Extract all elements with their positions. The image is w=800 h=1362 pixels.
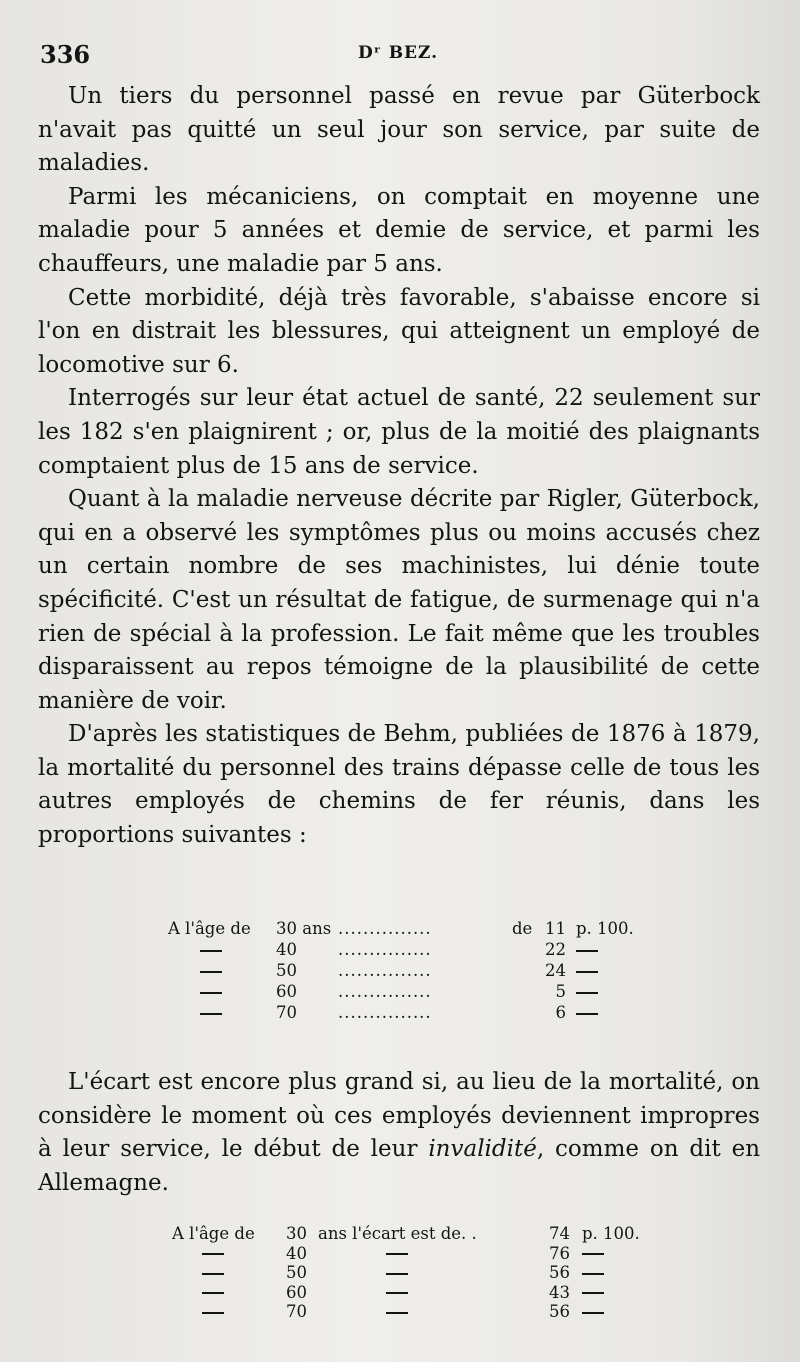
- table-row: [172, 1224, 642, 1244]
- italic-term: invalidité: [428, 1136, 537, 1163]
- row-unit: p. 100.: [582, 1224, 640, 1243]
- ditto-dash: [202, 1302, 224, 1322]
- row-lead: A l'âge de: [172, 1224, 255, 1243]
- paragraph-3: Cette morbidité, déjà très favorable, s'abaisse encore si l'on en distrait les blessures, qui atteignent un employé de locomotive sur 6.: [38, 284, 760, 378]
- ditto-dash: [386, 1263, 408, 1283]
- row-age: 40: [286, 1243, 307, 1263]
- row-age: 60: [286, 1282, 307, 1302]
- table-row: [168, 1002, 628, 1023]
- paragraph-7: [38, 1066, 760, 1200]
- row-age: 50: [286, 1263, 307, 1282]
- leader-dots: ...............: [338, 982, 432, 1001]
- ditto-dash: [582, 1244, 604, 1264]
- row-age: 50: [276, 961, 297, 980]
- ditto-dash: [576, 1002, 598, 1023]
- paragraph-5: Quant à la maladie nerveuse décrite par Rigler, Güterbock, qui en a observé les symptômes plus ou moins accusés chez un certain nombre de ses machinistes, lui dénie toute spécificité. C'est un résultat de fatigue, de surmenage qui n'a rien de spécial à la profession. Le fait même que les troubles disparaissent au repos témoigne de la plausibilité de cette manière de voir.: [38, 486, 760, 714]
- ditto-dash: [386, 1244, 408, 1264]
- ditto-dash: [582, 1263, 604, 1283]
- row-value: 6: [555, 1003, 566, 1022]
- row-value: 24: [545, 961, 566, 980]
- body-text-2: [38, 1066, 760, 1200]
- ditto-dash: [386, 1302, 408, 1322]
- row-age: 30 ans: [276, 919, 332, 938]
- paragraph-6: D'après les statistiques de Behm, publiées de 1876 à 1879, la mortalité du personnel des trains dépasse celle de tous les autres employés de chemins de fer réunis, dans les proportions suivantes :: [38, 721, 760, 849]
- ditto-dash: [202, 1263, 224, 1283]
- page-number: 336: [40, 40, 91, 69]
- ditto-dash: [200, 1002, 222, 1023]
- table-row: [172, 1283, 642, 1303]
- mortality-table: [168, 918, 634, 1023]
- leader-dots: ...............: [338, 919, 432, 938]
- table-row: [168, 960, 628, 981]
- ditto-dash: [582, 1283, 604, 1303]
- table-row: [172, 1263, 642, 1283]
- table-row: [172, 1302, 642, 1322]
- row-age: 70: [286, 1302, 307, 1321]
- row-value: 76: [549, 1243, 570, 1263]
- row-mid-text: ans l'écart est de. .: [318, 1224, 477, 1243]
- body-text: [38, 80, 760, 853]
- ditto-dash: [582, 1302, 604, 1322]
- ditto-dash: [200, 981, 222, 1002]
- paragraph-7-end: , comme on dit en Allemagne.: [38, 1136, 761, 1196]
- ditto-dash: [576, 960, 598, 981]
- paragraph-7-start: L'écart est encore plus grand si, au lieu de la mortalité, on considère le moment où ces employés deviennent impropres à leur service, le début de leur: [38, 1069, 760, 1163]
- ditto-dash: [200, 960, 222, 981]
- page-header: [40, 40, 760, 70]
- ditto-dash: [202, 1283, 224, 1303]
- row-value: 56: [549, 1263, 570, 1282]
- table-row: [168, 939, 628, 960]
- paragraph-1: Un tiers du personnel passé en revue par Güterbock n'avait pas quitté un seul jour son service, par suite de maladies.: [38, 83, 760, 177]
- table-row: [168, 981, 628, 1002]
- paragraph-2: Parmi les mécaniciens, on comptait en moyenne une maladie pour 5 années et demie de service, et parmi les chauffeurs, une maladie par 5 ans.: [38, 183, 760, 277]
- row-unit: p. 100.: [576, 919, 634, 938]
- row-age: 70: [276, 1003, 297, 1022]
- leader-dots: ...............: [338, 961, 432, 980]
- row-value: 22: [545, 940, 566, 959]
- ditto-dash: [202, 1244, 224, 1264]
- row-value: 11: [545, 919, 566, 938]
- paragraph-4: Interrogés sur leur état actuel de santé, 22 seulement sur les 182 s'en plaignirent ; or, plus de la moitié des plaignants comptaient plus de 15 ans de service.: [38, 385, 760, 479]
- row-age: 40: [276, 940, 297, 959]
- leader-dots: ...............: [338, 1003, 432, 1022]
- row-age: 60: [276, 982, 297, 1001]
- row-value: 56: [549, 1302, 570, 1321]
- ditto-dash: [200, 939, 222, 960]
- row-age: 30: [286, 1224, 307, 1243]
- leader-dots: ...............: [338, 940, 432, 959]
- row-value: 5: [555, 982, 566, 1001]
- invalidity-table: [172, 1224, 642, 1322]
- table-row: [168, 918, 634, 939]
- row-value: 74: [549, 1224, 570, 1243]
- running-head: Dʳ BEZ.: [358, 43, 439, 63]
- ditto-dash: [576, 981, 598, 1002]
- table-row: [172, 1244, 642, 1264]
- row-de: de: [512, 919, 533, 938]
- row-lead: A l'âge de: [168, 919, 251, 938]
- ditto-dash: [576, 939, 598, 960]
- row-value: 43: [549, 1282, 570, 1302]
- ditto-dash: [386, 1283, 408, 1303]
